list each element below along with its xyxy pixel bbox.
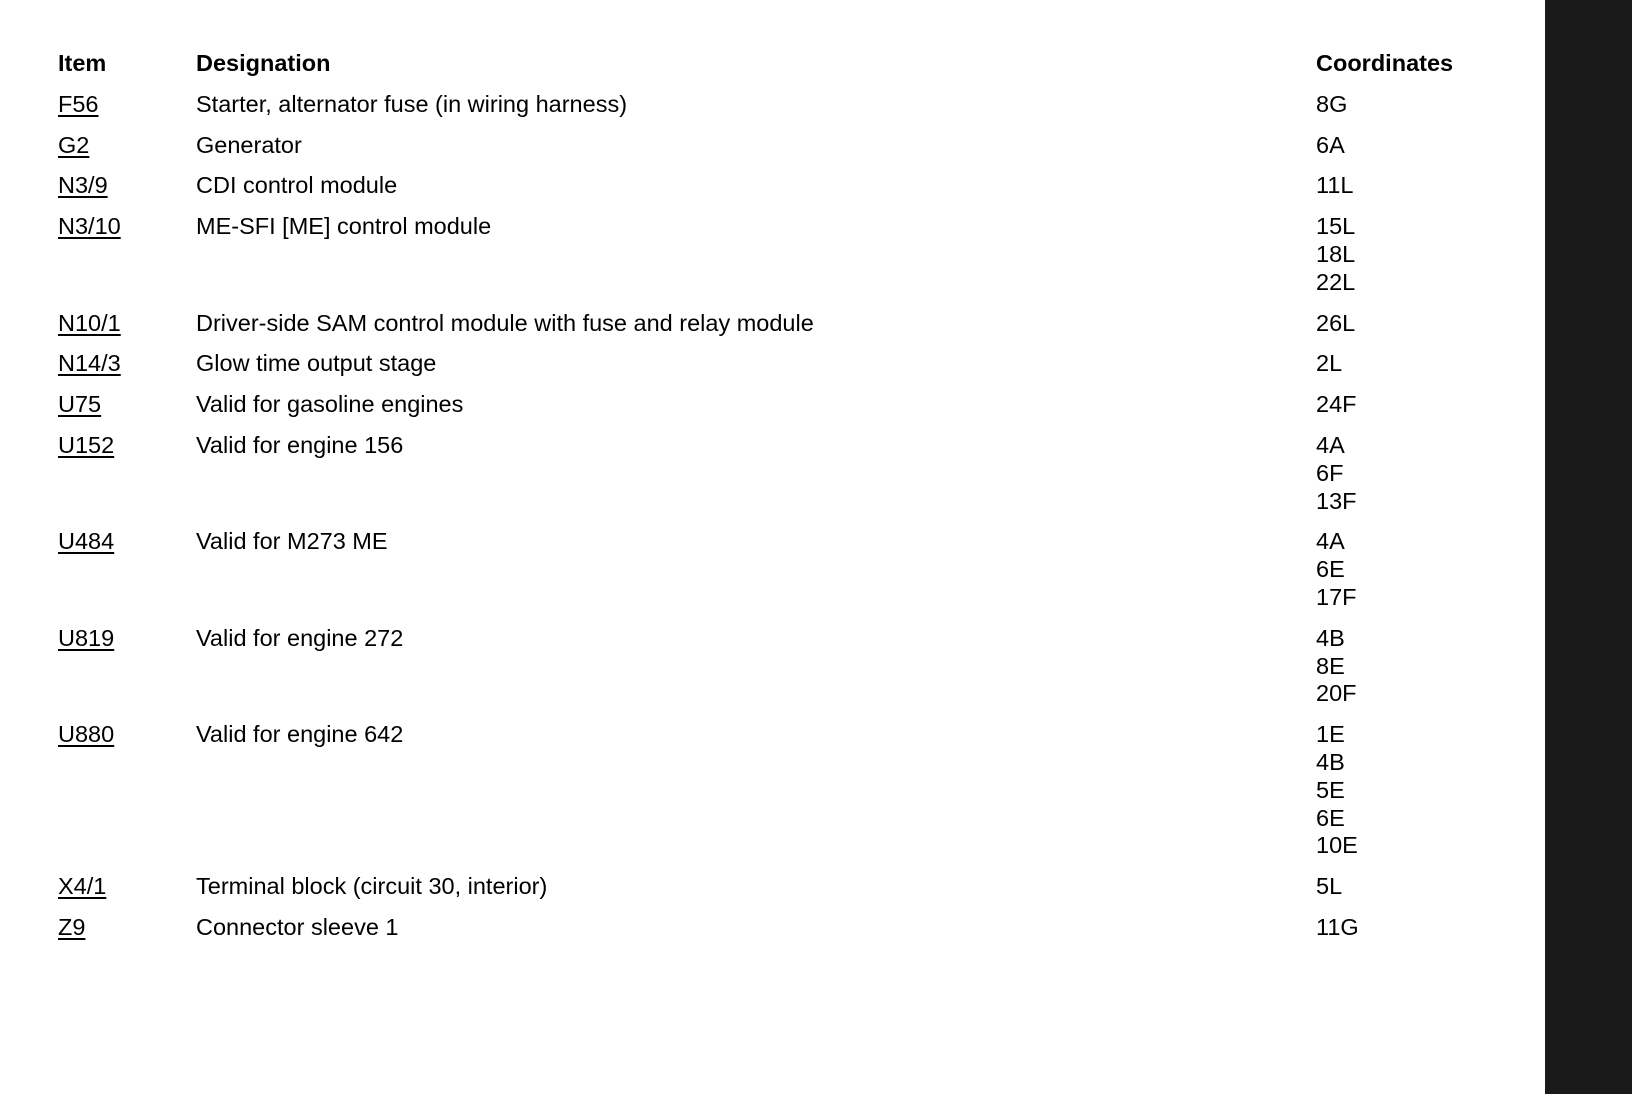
designation-cell: Connector sleeve 1 [196,913,399,940]
coordinates-cell [1316,625,1508,721]
coordinate-value: 8G [1316,90,1348,117]
table-header-row [58,50,1508,91]
coordinates-cell [1316,350,1508,391]
table-row [58,873,1508,914]
item-link[interactable]: N3/10 [58,213,121,240]
item-link[interactable]: N10/1 [58,309,121,336]
table-row [58,172,1508,213]
designation-cell: ME-SFI [ME] control module [196,213,492,240]
coordinate-value: 10E [1316,832,1358,859]
table-row [58,310,1508,351]
table-row [58,350,1508,391]
item-cell [58,391,196,432]
designation-cell: Valid for engine 156 [196,431,404,458]
item-cell [58,350,196,391]
table-row [58,91,1508,132]
item-link[interactable]: X4/1 [58,873,107,900]
component-legend-table [58,50,1508,955]
table-row [58,432,1508,528]
item-link[interactable]: F56 [58,90,99,117]
item-link[interactable]: G2 [58,131,90,158]
item-cell [58,91,196,132]
designation-cell: CDI control module [196,172,398,199]
designation-cell: Driver-side SAM control module with fuse and relay module [196,309,814,336]
designation-cell: Glow time output stage [196,350,437,377]
coordinate-value: 6E [1316,556,1345,583]
coordinate-value: 6A [1316,131,1345,158]
item-link[interactable]: Z9 [58,913,86,940]
coordinates-cell [1316,432,1508,528]
coordinates-cell [1316,91,1508,132]
item-cell [58,172,196,213]
designation-cell: Generator [196,131,302,158]
table-row [58,391,1508,432]
designation-cell: Valid for gasoline engines [196,391,464,418]
coordinate-value: 11G [1316,913,1359,940]
coordinate-value: 6E [1316,804,1345,831]
coordinate-value: 20F [1316,680,1357,707]
table-row [58,914,1508,955]
table-row [58,721,1508,873]
coordinates-cell [1316,172,1508,213]
item-link[interactable]: N14/3 [58,350,121,377]
table-row [58,625,1508,721]
coordinate-value: 13F [1316,487,1357,514]
coordinate-value: 6F [1316,459,1344,486]
coordinate-value: 5L [1316,873,1343,900]
designation-cell: Terminal block (circuit 30, interior) [196,873,548,900]
coordinate-value: 1E [1316,721,1345,748]
coordinate-value: 18L [1316,240,1356,267]
item-cell [58,625,196,721]
column-header-designation: Designation [196,50,331,76]
coordinate-value: 2L [1316,350,1343,377]
coordinates-cell [1316,310,1508,351]
item-link[interactable]: U152 [58,431,115,458]
coordinate-value: 11L [1316,172,1354,199]
item-link[interactable]: U819 [58,624,115,651]
item-cell [58,873,196,914]
column-header-coordinates: Coordinates [1316,50,1454,76]
item-cell [58,310,196,351]
designation-cell: Starter, alternator fuse (in wiring harness) [196,90,628,117]
coordinate-value: 15L [1316,213,1356,240]
coordinates-cell [1316,213,1508,309]
coordinate-value: 17F [1316,583,1357,610]
coordinates-cell [1316,721,1508,873]
designation-cell: Valid for engine 642 [196,721,404,748]
coordinates-cell [1316,528,1508,624]
coordinate-value: 8E [1316,652,1345,679]
coordinate-value: 4A [1316,431,1345,458]
coordinates-cell [1316,132,1508,173]
table-row [58,213,1508,309]
designation-cell: Valid for M273 ME [196,528,388,555]
coordinate-value: 24F [1316,391,1357,418]
coordinate-value: 26L [1316,309,1356,336]
coordinates-cell [1316,873,1508,914]
coordinates-cell [1316,914,1508,955]
item-cell [58,432,196,528]
item-cell [58,213,196,309]
scrollbar[interactable] [1545,0,1632,1094]
column-header-item: Item [58,50,107,76]
table-row [58,132,1508,173]
item-cell [58,914,196,955]
item-cell [58,132,196,173]
coordinate-value: 4B [1316,624,1345,651]
item-link[interactable]: U75 [58,391,102,418]
coordinate-value: 5E [1316,776,1345,803]
table-body [58,91,1508,955]
coordinate-value: 4B [1316,748,1345,775]
coordinate-value: 22L [1316,268,1356,295]
coordinates-cell [1316,391,1508,432]
item-cell [58,528,196,624]
coordinate-value: 4A [1316,528,1345,555]
item-cell [58,721,196,873]
item-link[interactable]: U484 [58,528,115,555]
item-link[interactable]: U880 [58,721,115,748]
designation-cell: Valid for engine 272 [196,624,404,651]
table-row [58,528,1508,624]
item-link[interactable]: N3/9 [58,172,108,199]
